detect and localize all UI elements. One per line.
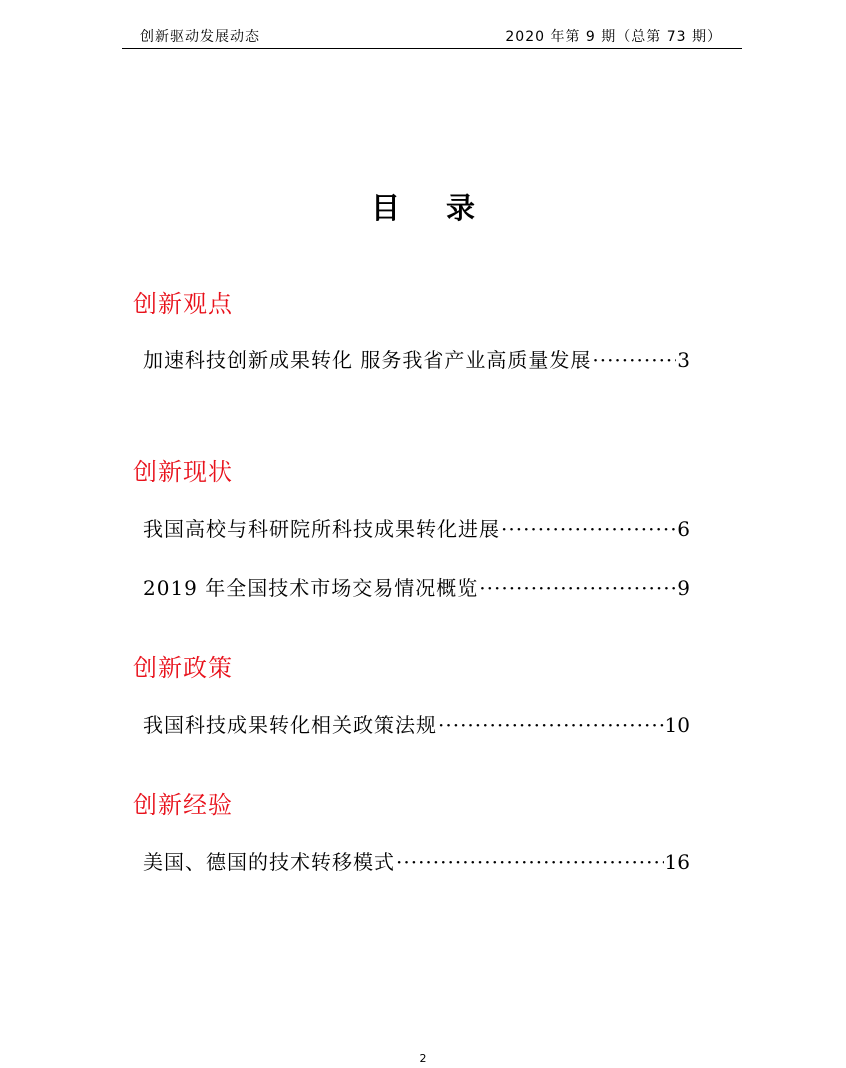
toc-entry-page: 3 (677, 348, 690, 372)
publication-name: 创新驱动发展动态 (140, 29, 260, 45)
page-title: 目 录 (370, 191, 494, 225)
toc-leader-dots (396, 850, 664, 874)
toc-entry-title: 美国、德国的技术转移模式 (143, 850, 395, 874)
toc-leader-dots (438, 713, 664, 737)
toc-entry-title: 我国科技成果转化相关政策法规 (143, 713, 437, 737)
section-heading-innovation-policy: 创新政策 (133, 654, 233, 682)
section-heading-innovation-views: 创新观点 (133, 290, 233, 318)
toc-entry-page: 6 (677, 517, 690, 541)
toc-entry[interactable] (143, 572, 690, 604)
toc-entry-title: 我国高校与科研院所科技成果转化进展 (143, 517, 500, 541)
toc-entry-page: 10 (664, 713, 690, 737)
toc-entry-title: 2019 年全国技术市场交易情况概览 (143, 576, 479, 600)
toc-entry-page: 16 (664, 850, 690, 874)
toc-entry[interactable] (143, 846, 690, 878)
toc-entry[interactable] (143, 344, 690, 376)
issue-number: 2020 年第 9 期（总第 73 期） (505, 29, 722, 45)
toc-entry[interactable] (143, 513, 690, 545)
section-heading-innovation-experience: 创新经验 (133, 791, 233, 819)
section-heading-innovation-status: 创新现状 (133, 458, 233, 486)
toc-leader-dots (479, 576, 676, 600)
toc-entry[interactable] (143, 709, 690, 741)
toc-entry-page: 9 (677, 576, 690, 600)
toc-leader-dots (592, 348, 676, 372)
page-number: 2 (419, 1052, 427, 1065)
toc-leader-dots (501, 517, 676, 541)
running-header (122, 24, 742, 49)
toc-entry-title: 加速科技创新成果转化 服务我省产业高质量发展 (143, 348, 592, 372)
